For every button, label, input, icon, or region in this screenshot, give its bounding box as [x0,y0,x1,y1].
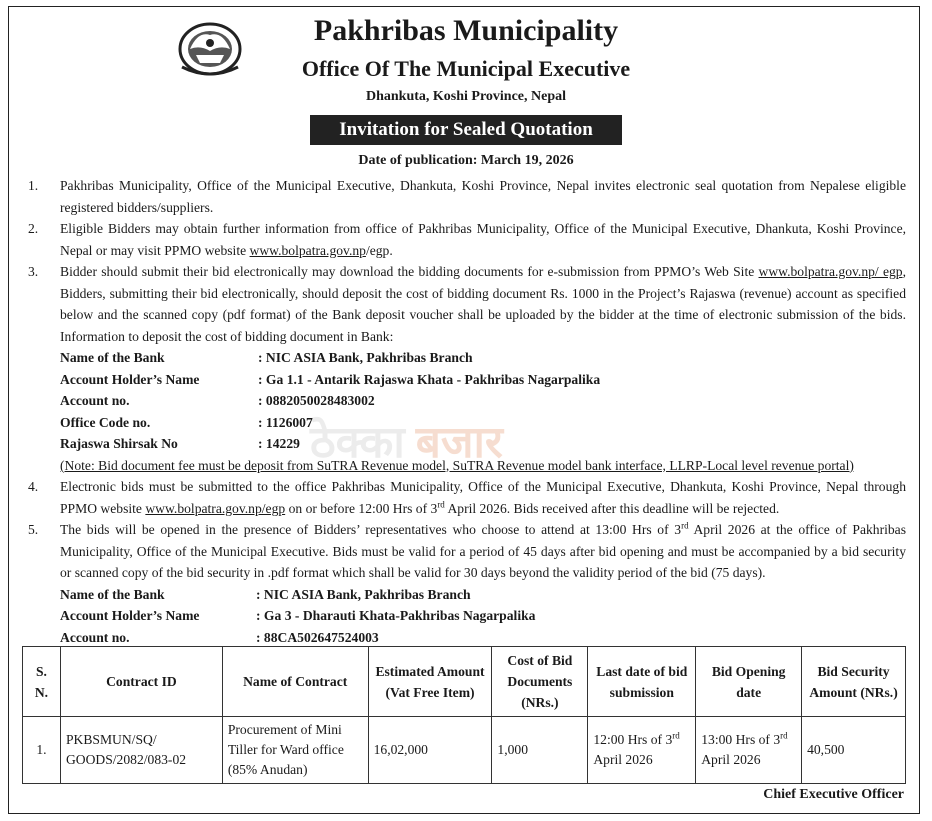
item-text-end: April 2026 at the office of Pakhribas Municipality, Office of the Municipal Executive. Bids must be valid for a period of 45 days after bid opening and must be accompanied by a bid security or scanned copy of the bid security in .pdf format which shall be valid for 30 days beyond the validity period of the bid (75 days). [60,522,906,580]
bolpatra-egp-link[interactable]: www.bolpatra.gov.np/ egp [758,264,903,279]
item-text: Pakhribas Municipality, Office of the Municipal Executive, Dhankuta, Koshi Province, Nepal invites electronic seal quotation from Nepalese eligible registered bidders/suppliers. [60,178,906,215]
item-text-end: , Bidders, submitting their bid electronically, should deposit the cost of bidding document Rs. 1000 in the Project’s Rajaswa (revenue) account as specified below and the scanned copy (pdf format) of the Bank deposit voucher shall be uploaded by the bidder at the time of electronic submission of the bids. Information to deposit the cost of bidding document in Bank: [60,264,906,344]
bank-info-2 [60,584,906,649]
publication-date: Date of publication: March 19, 2026 [358,153,574,168]
notice-items [22,175,906,648]
office-code-label: Office Code no. [60,414,151,430]
item-number: 4. [28,479,39,494]
item-3 [22,261,906,476]
cell-last-date [588,717,696,784]
account-holder-label: Account Holder’s Name [60,608,200,623]
header-opening-date: Bid Opening date [696,647,802,717]
opening-day: April 2026 [701,752,761,767]
item-text: Bidder should submit their bid electronically may download the bidding documents for e-submission from PPMO’s Web Site [60,264,759,279]
bank-name-label: Name of the Bank [60,586,165,602]
account-holder-value: : Ga 3 - Dharauti Khata-Pakhribas Nagarpalika [256,608,536,623]
item-2 [22,218,906,261]
item-text: The bids will be opened in the presence of Bidders’ representatives who choose to attend at 13:00 Hrs of 3 [60,522,682,537]
header-contract-id: Contract ID [60,647,222,717]
watermark-left: ठेक्का [310,418,405,467]
municipality-title: Pakhribas Municipality [313,14,619,47]
header-bid-doc-cost: Cost of Bid Documents (NRs.) [492,647,588,717]
bank-name-label: Name of the Bank [60,350,165,365]
item-number: 5. [28,522,39,537]
cell-contract-name: Procurement of Mini Tiller for Ward office (85% Anudan) [222,717,368,784]
ordinal-suffix: rd [672,730,680,741]
fee-note: (Note: Bid document fee must be deposit from SuTRA Revenue model, SuTRA Revenue model bank interface, LLRP-Local level revenue portal) [60,457,854,473]
opening-time: 13:00 Hrs of 3 [701,732,781,747]
item-number: 2. [28,221,39,236]
ordinal-suffix: rd [437,498,445,509]
bank-info-1 [60,347,906,476]
cell-opening-date [696,717,802,784]
bank-name-value: : NIC ASIA Bank, Pakhribas Branch [258,350,473,365]
ordinal-suffix: rd [681,520,689,531]
rajaswa-shirsak-label: Rajaswa Shirsak No [60,436,178,451]
account-no-label: Account no. [60,393,130,408]
office-code-value: : 1126007 [258,414,313,430]
rajaswa-shirsak-value: : 14229 [258,436,300,451]
table-row [23,717,906,784]
header-bid-security: Bid Security Amount (NRs.) [802,647,906,717]
account-no-value: : 0882050028483002 [258,393,375,408]
cell-sn: 1. [23,717,61,784]
office-subtitle: Office Of The Municipal Executive [301,56,631,81]
last-date-day: April 2026 [593,752,653,767]
header-estimated-amount: Estimated Amount (Vat Free Item) [368,647,492,717]
account-no-value: : 88CA502647524003 [256,629,379,645]
signatory: Chief Executive Officer [763,787,904,802]
account-holder-label: Account Holder’s Name [60,371,200,387]
bolpatra-egp-link-2[interactable]: www.bolpatra.gov.np/egp [145,500,286,516]
item-number: 1. [28,178,39,193]
cell-estimated-amount: 16,02,000 [368,717,492,784]
cell-bid-security: 40,500 [802,717,906,784]
account-holder-value: : Ga 1.1 - Antarik Rajaswa Khata - Pakhribas Nagarpalika [258,371,601,387]
header-contract-name: Name of Contract [222,647,368,717]
cell-contract-id: PKBSMUN/SQ/ GOODS/2082/083-02 [60,717,222,784]
item-text-end: /egp. [365,242,393,258]
item-5 [22,519,906,648]
table-header-row [23,647,906,717]
address: Dhankuta, Koshi Province, Nepal [365,89,567,104]
item-text: Eligible Bidders may obtain further information from office of Pakhribas Municipality, Office of the Municipal Executive, Dhankuta, Koshi Province, Nepal or may visit PPMO website [60,221,906,258]
bolpatra-link[interactable]: www.bolpatra.gov.np [249,242,366,258]
contract-table [22,646,906,784]
account-no-label: Account no. [60,629,130,645]
cell-bid-doc-cost: 1,000 [492,717,588,784]
item-number: 3. [28,264,39,279]
item-text-end: April 2026. Bids received after this deadline will be rejected. [444,500,780,516]
header-sn: S. N. [23,647,61,717]
watermark-right: बजार [415,418,503,467]
header-last-date: Last date of bid submission [588,647,696,717]
notice-banner: Invitation for Sealed Quotation [310,115,622,145]
item-1 [22,175,906,218]
item-text-mid: on or before 12:00 Hrs of 3 [285,500,438,516]
ordinal-suffix: rd [780,730,788,741]
bank-name-value: : NIC ASIA Bank, Pakhribas Branch [256,586,471,602]
last-date-time: 12:00 Hrs of 3 [593,732,673,747]
item-text: Electronic bids must be submitted to the office Pakhribas Municipality, Office of the Municipal Executive, Dhankuta, Koshi Province, Nepal through PPMO website [60,479,906,516]
item-4 [22,476,906,519]
